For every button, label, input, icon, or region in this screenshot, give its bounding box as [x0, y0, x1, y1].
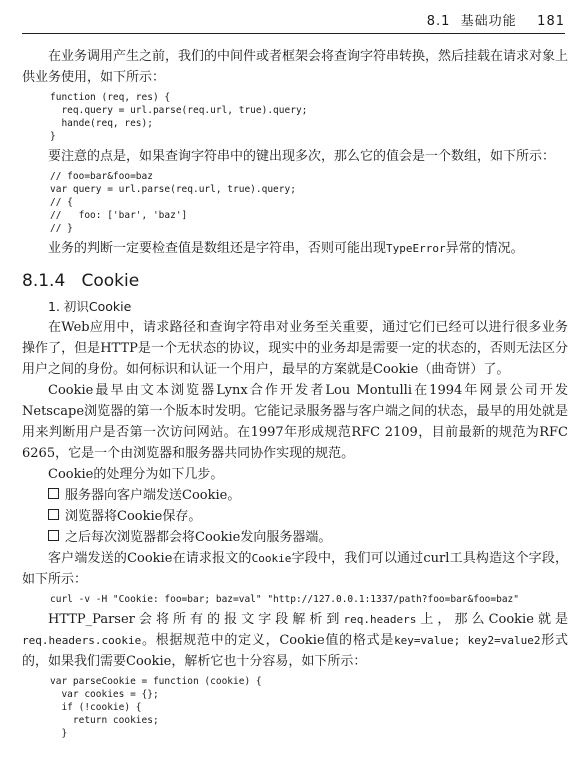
list-item [48, 506, 568, 527]
paragraph [22, 238, 568, 259]
step-list [22, 485, 568, 548]
inline-code: TypeError [386, 242, 446, 255]
paragraph: 在业务调用产生之前，我们的中间件或者框架会将查询字符串转换，然后挂载在请求对象上供业务使用，如下所示： [22, 49, 569, 85]
code-block: // foo=bar&foo=baz var query = url.parse(req.url, true).query; // { // foo: ['bar', 'baz'] // } [50, 171, 296, 234]
paragraph: 在Web应用中，请求路径和查询字符串对业务至关重要，通过它们已经可以进行很多业务操作了，但是HTTP是一个无状态的协议，现实中的业务却是需要一定的状态的，否则无法区分用户之间的身份。如何标识和认证一个用户，最早的方案就是Cookie（曲奇饼）了。 [22, 320, 568, 377]
text: 上，那么Cookie就是 [416, 612, 568, 627]
list-item-text: 浏览器将Cookie保存。 [65, 509, 202, 524]
paragraph: Cookie最早由文本浏览器Lynx合作开发者Lou Montulli在1994年网景公司开发Netscape浏览器的第一个版本时发明。它能记录服务器与客户端之间的状态，最早的用处就是用来判断用户是否第一次访问网站。在1997年形成规范RFC 2109，目前最新的规范为RFC 6265，它是一个由浏览器和服务器共同协作实现的规范。 [22, 383, 568, 461]
code-block: var parseCookie = function (cookie) { var cookies = {}; if (!cookie) { return cookies; } [50, 676, 262, 739]
checkbox-bullet-icon [48, 488, 59, 499]
subsection-heading: 1. 初识Cookie [48, 299, 132, 314]
text: 字段中，我们可以通过curl工具构造这个字段，如下所示： [22, 551, 568, 587]
page-header [0, 0, 587, 34]
text: 客户端发送的Cookie在请求报文的 [48, 551, 252, 566]
header-rule [22, 33, 565, 34]
code-block: curl -v -H "Cookie: foo=bar; baz=val" "http://127.0.0.1:1337/path?foo=bar&foo=baz" [50, 594, 519, 605]
list-item [48, 485, 568, 506]
text: 形式的，如果我们需要Cookie，解析它也十分容易，如下所示： [22, 633, 568, 669]
section-heading: 8.1.4 Cookie [22, 271, 140, 291]
text: 业务的判断一定要检查值是数组还是字符串，否则可能出现 [48, 241, 387, 256]
checkbox-bullet-icon [48, 530, 59, 541]
running-header: 8.1 基础功能 181 [426, 14, 565, 29]
list-item-text: 服务器向客户端发送Cookie。 [65, 488, 241, 503]
inline-code: key=value; key2=value2 [394, 634, 541, 647]
inline-code: req.headers.cookie [22, 634, 142, 647]
text: 。根据规范中的定义，Cookie值的格式是 [141, 633, 395, 648]
code-block: function (req, res) { req.query = url.parse(req.url, true).query; hande(req, res); } [50, 92, 308, 142]
paragraph: 要注意的点是，如果查询字符串中的键出现多次，那么它的值会是一个数组，如下所示： [48, 149, 556, 164]
checkbox-bullet-icon [48, 509, 59, 520]
list-item-text: 之后每次浏览器都会将Cookie发向服务器端。 [65, 530, 332, 545]
paragraph: Cookie的处理分为如下几步。 [48, 467, 224, 482]
text: 异常的情况。 [445, 241, 524, 256]
list-item [48, 527, 568, 548]
inline-code: Cookie [251, 552, 292, 565]
inline-code: req.headers [343, 613, 417, 626]
paragraph [22, 609, 568, 672]
paragraph [22, 548, 568, 590]
text: HTTP_Parser会将所有的报文字段解析到 [48, 612, 344, 627]
page-body [22, 46, 568, 743]
